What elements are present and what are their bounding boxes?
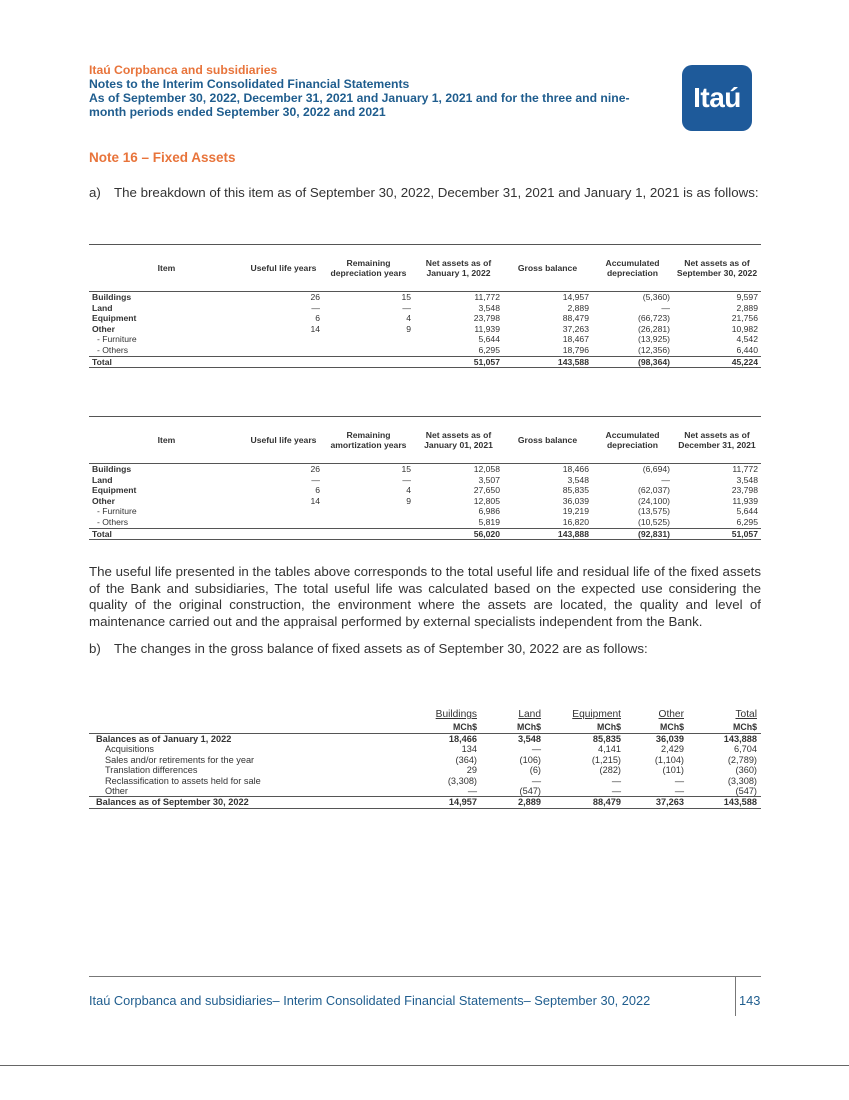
cell: 51,057 (673, 528, 761, 540)
cell (244, 506, 323, 517)
cell: 3,548 (481, 734, 545, 745)
col-header-accum-dep: Accumulated depreciation (592, 417, 673, 464)
cell: 37,263 (625, 797, 688, 808)
cell: Acquisitions (105, 744, 155, 755)
cell: 5,644 (478, 334, 500, 345)
cell: (282) (599, 765, 621, 776)
cell: 6 (315, 485, 320, 496)
closing-balance-row (89, 797, 761, 808)
cell: - Others (97, 516, 129, 527)
footer-divider (89, 976, 761, 977)
cell: 21,756 (731, 313, 758, 324)
cell: — (402, 302, 411, 313)
cell: Other (92, 495, 115, 506)
cell: — (311, 474, 320, 485)
cell: 19,219 (562, 506, 589, 517)
cell: 11,939 (732, 495, 758, 506)
table-row (89, 496, 761, 507)
unit-header: MCh$ (411, 721, 481, 734)
col-header-useful-life: Useful life years (244, 245, 323, 292)
useful-life-paragraph: The useful life presented in the tables above corresponds to the total useful life and residual life of the fixed assets of the Bank and subsidiaries, The total useful life was calculated based on the expected use considering the quality of the original construction, the environment where the assets are located, the quality and level of maintenance carried out and the appraisal performed by external specialists independent from the Bank. (89, 564, 761, 629)
cell: 143,588 (688, 797, 761, 808)
cell: 3,548 (567, 474, 589, 485)
cell: 23,798 (473, 313, 500, 324)
cell: 12,058 (473, 464, 500, 474)
paragraph-b-text: The changes in the gross balance of fixed assets as of September 30, 2022 are as follows: (114, 641, 648, 656)
cell: 29 (466, 765, 477, 776)
cell: — (611, 786, 621, 797)
cell: 3,548 (736, 474, 758, 485)
table-row (89, 313, 761, 324)
col-header-gross: Gross balance (503, 417, 592, 464)
cell: 6 (315, 313, 320, 324)
cell: 18,466 (411, 734, 481, 745)
cell: 18,467 (562, 334, 589, 345)
cell: (360) (735, 765, 757, 776)
cell (244, 356, 323, 368)
cell: Equipment (92, 313, 137, 324)
cell: 27,650 (473, 485, 500, 496)
cell: 12,805 (473, 495, 500, 506)
itau-logo (682, 65, 752, 131)
paragraph-a-label: a) (89, 185, 101, 200)
paragraph-a (89, 185, 761, 202)
fixed-assets-table-2021 (89, 416, 761, 540)
page-number: 143 (739, 993, 761, 1008)
cell: 3,548 (478, 302, 500, 313)
cell: Balances as of September 30, 2022 (89, 797, 411, 808)
table-total-row (89, 528, 761, 540)
cell: 11,772 (474, 292, 500, 302)
col-header-land: Land (518, 709, 541, 720)
cell: Translation differences (105, 765, 198, 776)
unit-header: MCh$ (625, 721, 688, 734)
cell (244, 345, 323, 356)
cell: 143,588 (503, 356, 592, 368)
col-header-item: Item (89, 245, 244, 292)
cell: (10,525) (637, 516, 670, 527)
table-row (89, 776, 761, 786)
cell: 9 (406, 495, 411, 506)
cell: 85,835 (562, 485, 589, 496)
cell: Total (89, 356, 244, 368)
cell: 11,939 (474, 323, 500, 334)
cell: — (531, 775, 541, 786)
cell: — (531, 744, 541, 755)
table-row (89, 755, 761, 765)
col-header-accum-dep: Accumulated depreciation (592, 245, 673, 292)
cell: 36,039 (562, 495, 589, 506)
paragraph-a-text: The breakdown of this item as of September 30, 2022, December 31, 2021 and January 1, 2021 is as follows: (114, 185, 759, 200)
cell: 36,039 (625, 734, 688, 745)
cell: (5,360) (642, 292, 670, 302)
cell: (6,694) (642, 464, 670, 474)
cell: (3,308) (447, 775, 477, 786)
cell: Other (105, 786, 128, 797)
paragraph-b (89, 641, 761, 658)
cell: 10,982 (731, 323, 758, 334)
opening-balance-row (89, 734, 761, 745)
cell: (6) (529, 765, 541, 776)
page-edge-divider (0, 1065, 849, 1066)
cell: (98,364) (592, 356, 673, 368)
cell: — (311, 302, 320, 313)
cell: 88,479 (562, 313, 589, 324)
logo-text: Itaú (693, 82, 741, 113)
cell: 6,704 (734, 744, 757, 755)
footer-text: Itaú Corpbanca and subsidiaries– Interim Consolidated Financial Statements– September 30, 2022 (89, 993, 651, 1008)
footer-page-divider (735, 976, 736, 1016)
cell: 3,507 (478, 474, 500, 485)
cell: 2,889 (567, 302, 589, 313)
cell: Buildings (92, 464, 132, 474)
cell: (12,356) (637, 344, 670, 355)
table-row (89, 475, 761, 486)
cell: 4 (406, 485, 411, 496)
cell: 56,020 (414, 528, 503, 540)
cell: Total (89, 528, 244, 540)
cell: - Furniture (97, 506, 137, 517)
cell: (26,281) (637, 323, 670, 334)
table-row (89, 744, 761, 754)
col-header-remaining: Remaining amortization years (323, 417, 414, 464)
header-line-2: As of September 30, 2022, December 31, 2021 and January 1, 2021 and for the three and nine- (89, 91, 630, 105)
cell: 143,888 (688, 734, 761, 745)
col-header-gross: Gross balance (503, 245, 592, 292)
cell: — (467, 786, 477, 797)
cell: (13,925) (637, 334, 670, 345)
table-row (89, 517, 761, 528)
cell: (24,100) (637, 495, 670, 506)
cell: 6,440 (736, 344, 758, 355)
cell: 2,889 (481, 797, 545, 808)
cell: 5,644 (736, 506, 758, 517)
cell: (2,789) (727, 754, 757, 765)
cell: 37,263 (562, 323, 589, 334)
table-row (89, 292, 761, 303)
cell: 85,835 (545, 734, 625, 745)
cell (323, 345, 414, 356)
col-header-other: Other (658, 709, 684, 720)
cell: 143,888 (503, 528, 592, 540)
table-row (89, 334, 761, 345)
table-row (89, 345, 761, 356)
cell: 9 (406, 323, 411, 334)
cell: 18,466 (562, 464, 589, 474)
cell: (62,037) (637, 485, 670, 496)
table-row (89, 485, 761, 496)
table-row (89, 506, 761, 517)
cell: 15 (401, 464, 411, 474)
cell (244, 334, 323, 345)
header-company: Itaú Corpbanca and subsidiaries (89, 63, 278, 77)
cell: 23,798 (731, 485, 758, 496)
cell: 14 (310, 323, 320, 334)
cell: Reclassification to assets held for sale (105, 775, 261, 786)
cell: — (402, 474, 411, 485)
table-row (89, 765, 761, 775)
header-line-3: month periods ended September 30, 2022 and 2021 (89, 105, 386, 119)
cell: 6,295 (736, 516, 758, 527)
col-header-buildings: Buildings (435, 709, 477, 720)
cell: 4 (406, 313, 411, 324)
col-header-remaining: Remaining depreciation years (323, 245, 414, 292)
cell: — (661, 474, 670, 485)
unit-header-blank (89, 721, 411, 734)
cell (323, 517, 414, 528)
paragraph-b-label: b) (89, 641, 101, 656)
cell: 14,957 (411, 797, 481, 808)
table-row (89, 464, 761, 475)
cell: Buildings (92, 292, 132, 302)
cell: 15 (401, 292, 411, 302)
col-header-equipment: Equipment (572, 709, 621, 720)
cell: 5,819 (478, 516, 500, 527)
cell: - Furniture (97, 334, 137, 345)
cell: Balances as of January 1, 2022 (89, 734, 411, 745)
unit-header: MCh$ (688, 721, 761, 734)
unit-header: MCh$ (481, 721, 545, 734)
table-row (89, 786, 761, 797)
cell: Land (92, 302, 113, 313)
col-header-total: Total (735, 709, 757, 720)
cell: 14,957 (562, 292, 589, 302)
col-header-net-closing: Net assets as of December 31, 2021 (673, 417, 761, 464)
cell: Sales and/or retirements for the year (105, 754, 255, 765)
col-header-net-opening: Net assets as of January 1, 2022 (414, 245, 503, 292)
cell: 134 (461, 744, 477, 755)
col-header-blank (89, 709, 411, 721)
table-row (89, 324, 761, 335)
cell: Other (92, 323, 115, 334)
cell: 16,820 (562, 516, 589, 527)
cell: - Others (97, 344, 129, 355)
col-header-net-closing: Net assets as of September 30, 2022 (673, 245, 761, 292)
header-line-1: Notes to the Interim Consolidated Financial Statements (89, 77, 410, 91)
cell: 18,796 (562, 344, 589, 355)
cell: 6,986 (478, 506, 500, 517)
cell (323, 334, 414, 345)
cell: (101) (662, 765, 684, 776)
cell: 26 (310, 292, 320, 302)
cell: (66,723) (637, 313, 670, 324)
cell (323, 356, 414, 368)
cell: — (674, 775, 684, 786)
cell: 45,224 (673, 356, 761, 368)
cell: 14 (310, 495, 320, 506)
cell (323, 506, 414, 517)
cell (323, 528, 414, 540)
cell: (547) (735, 786, 757, 797)
gross-balance-changes-table (89, 709, 761, 809)
cell: (364) (455, 754, 477, 765)
cell: — (611, 775, 621, 786)
table-row (89, 303, 761, 314)
page-header (89, 63, 669, 119)
cell: Equipment (92, 485, 137, 496)
col-header-useful-life: Useful life years (244, 417, 323, 464)
col-header-item: Item (89, 417, 244, 464)
note-title: Note 16 – Fixed Assets (89, 150, 236, 165)
cell: 9,597 (736, 292, 758, 302)
cell: (547) (519, 786, 541, 797)
cell: 4,542 (736, 334, 758, 345)
cell: 51,057 (414, 356, 503, 368)
cell: (3,308) (727, 775, 757, 786)
cell: (1,215) (591, 754, 621, 765)
cell: Land (92, 474, 113, 485)
cell: 2,889 (736, 302, 758, 313)
cell: (106) (519, 754, 541, 765)
table-total-row (89, 356, 761, 368)
cell: (1,104) (654, 754, 684, 765)
cell: 11,772 (732, 464, 758, 474)
cell (244, 528, 323, 540)
cell: (13,575) (637, 506, 670, 517)
cell: 2,429 (661, 744, 684, 755)
cell: 88,479 (545, 797, 625, 808)
cell: 6,295 (478, 344, 500, 355)
cell: (92,831) (592, 528, 673, 540)
cell: — (674, 786, 684, 797)
cell: 4,141 (598, 744, 621, 755)
cell: — (661, 302, 670, 313)
cell (244, 517, 323, 528)
cell: 26 (310, 464, 320, 474)
fixed-assets-table-2022 (89, 244, 761, 368)
col-header-net-opening: Net assets as of January 01, 2021 (414, 417, 503, 464)
unit-header: MCh$ (545, 721, 625, 734)
